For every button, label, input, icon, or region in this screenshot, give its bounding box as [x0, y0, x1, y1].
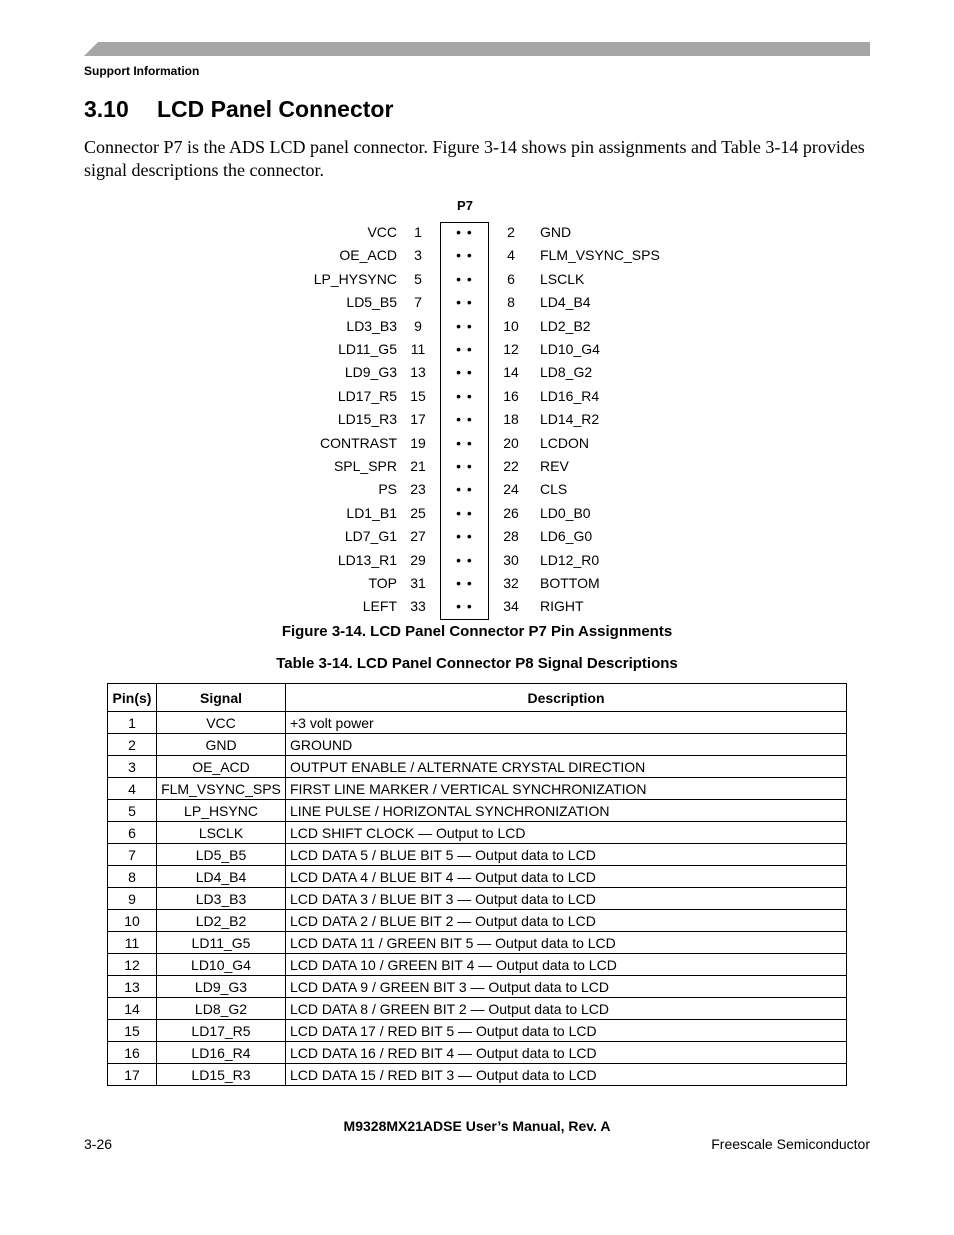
pin-pair-dots: • • [456, 551, 473, 568]
right-signal: LD16_R4 [540, 387, 600, 404]
pin-cell: 10 [108, 910, 157, 932]
pin-cell: 15 [108, 1020, 157, 1042]
table-row [108, 888, 847, 910]
right-signal: LD2_B2 [540, 317, 591, 334]
pin-pair-dots: • • [456, 247, 473, 264]
left-pin-number: 29 [410, 551, 426, 568]
left-signal: CONTRAST [320, 434, 397, 451]
left-signal: TOP [368, 575, 397, 591]
right-pin-number: 22 [503, 458, 519, 474]
right-pin-number: 14 [503, 364, 519, 381]
pin-pair-dots: • • [456, 387, 473, 404]
left-pin-number: 3 [414, 247, 422, 264]
signal-cell: LD16_R4 [157, 1042, 286, 1064]
pin-cell: 8 [108, 866, 157, 888]
signal-cell: LD4_B4 [157, 866, 286, 888]
pin-row [0, 552, 954, 570]
table-row [108, 1020, 847, 1042]
signal-cell: LD17_R5 [157, 1020, 286, 1042]
right-signal: GND [540, 224, 572, 240]
table-row [108, 756, 847, 778]
publisher-name: Freescale Semiconductor [711, 1136, 870, 1152]
right-signal: BOTTOM [540, 575, 600, 591]
left-signal: LD7_G1 [344, 528, 397, 545]
table-row [108, 778, 847, 800]
left-signal: LD1_B1 [346, 504, 397, 521]
pin-cell: 9 [108, 888, 157, 910]
pin-pair-dots: • • [456, 270, 473, 287]
signal-cell: LP_HSYNC [157, 800, 286, 822]
left-signal: LP_HYSYNC [313, 270, 397, 287]
table-row [108, 1042, 847, 1064]
pin-row [0, 528, 954, 546]
signal-cell: LD3_B3 [157, 888, 286, 910]
right-signal: LD0_B0 [540, 504, 591, 521]
pin-pair-dots: • • [456, 504, 473, 521]
table-row [108, 822, 847, 844]
left-signal: LD13_R1 [337, 551, 397, 568]
pin-cell: 2 [108, 734, 157, 756]
pin-row [0, 341, 954, 359]
pin-row [0, 411, 954, 429]
left-signal: LEFT [362, 598, 397, 615]
table-row [108, 712, 847, 734]
section-title [84, 96, 393, 123]
pin-pair-dots: • • [456, 528, 473, 545]
description-cell: OUTPUT ENABLE / ALTERNATE CRYSTAL DIRECTION [286, 756, 847, 778]
description-cell: LCD DATA 17 / RED BIT 5 — Output data to LCD [286, 1020, 847, 1042]
signal-cell: FLM_VSYNC_SPS [157, 778, 286, 800]
right-pin-number: 12 [503, 341, 519, 357]
pin-row [0, 598, 954, 616]
description-cell: LCD DATA 8 / GREEN BIT 2 — Output data to LCD [286, 998, 847, 1020]
left-pin-number: 11 [410, 341, 426, 357]
pin-cell: 14 [108, 998, 157, 1020]
right-signal: FLM_VSYNC_SPS [540, 247, 660, 264]
header-description: Description [286, 684, 847, 712]
description-cell: FIRST LINE MARKER / VERTICAL SYNCHRONIZATION [286, 778, 847, 800]
pin-row [0, 247, 954, 265]
pin-row [0, 294, 954, 312]
table-row [108, 976, 847, 998]
left-pin-number: 19 [410, 434, 426, 451]
left-signal: LD17_R5 [337, 387, 397, 404]
section-label: Support Information [84, 64, 200, 78]
pin-cell: 17 [108, 1064, 157, 1086]
description-cell: LCD DATA 3 / BLUE BIT 3 — Output data to LCD [286, 888, 847, 910]
pin-pair-dots: • • [456, 598, 473, 615]
pin-pair-dots: • • [456, 458, 473, 474]
table-row [108, 1064, 847, 1086]
left-pin-number: 31 [410, 575, 426, 591]
right-pin-number: 32 [503, 575, 519, 591]
signal-cell: LD2_B2 [157, 910, 286, 932]
pin-cell: 11 [108, 932, 157, 954]
table-row [108, 844, 847, 866]
description-cell: LCD DATA 5 / BLUE BIT 5 — Output data to LCD [286, 844, 847, 866]
left-signal: LD15_R3 [337, 411, 397, 428]
signal-cell: VCC [157, 712, 286, 734]
left-signal: LD3_B3 [346, 317, 397, 334]
pin-cell: 4 [108, 778, 157, 800]
signal-cell: LSCLK [157, 822, 286, 844]
pin-row [0, 318, 954, 336]
table-row [108, 954, 847, 976]
signal-cell: LD9_G3 [157, 976, 286, 998]
header-bar [84, 42, 870, 56]
pin-pair-dots: • • [456, 224, 473, 240]
signal-cell: OE_ACD [157, 756, 286, 778]
pin-cell: 16 [108, 1042, 157, 1064]
pin-cell: 6 [108, 822, 157, 844]
pin-cell: 1 [108, 712, 157, 734]
pin-row [0, 575, 954, 593]
right-signal: LD10_G4 [540, 341, 600, 357]
pin-pair-dots: • • [456, 411, 473, 428]
left-signal: LD11_G5 [338, 341, 397, 357]
right-pin-number: 20 [503, 434, 519, 451]
right-pin-number: 30 [503, 551, 519, 568]
left-pin-number: 7 [414, 294, 422, 311]
right-pin-number: 2 [507, 224, 515, 240]
left-signal: OE_ACD [339, 247, 397, 264]
right-signal: LD12_R0 [540, 551, 600, 568]
left-signal: LD5_B5 [346, 294, 397, 311]
right-signal: LCDON [540, 434, 590, 451]
intro-paragraph: Connector P7 is the ADS LCD panel connector. Figure 3-14 shows pin assignments and Table 3-14 provides signal descriptions the connector. [84, 137, 865, 180]
left-pin-number: 9 [414, 317, 422, 334]
pin-pair-dots: • • [456, 317, 473, 334]
figure-caption: Figure 3-14. LCD Panel Connector P7 Pin Assignments [281, 623, 673, 640]
description-cell: GROUND [286, 734, 847, 756]
footer-manual-title: M9328MX21ADSE User’s Manual, Rev. A [343, 1118, 611, 1134]
pin-cell: 13 [108, 976, 157, 998]
description-cell: LCD DATA 11 / GREEN BIT 5 — Output data to LCD [286, 932, 847, 954]
left-signal: SPL_SPR [333, 458, 397, 474]
description-cell: LCD DATA 15 / RED BIT 3 — Output data to LCD [286, 1064, 847, 1086]
right-pin-number: 34 [503, 598, 519, 615]
table-header-row [108, 684, 847, 712]
pin-cell: 12 [108, 954, 157, 976]
signal-cell: LD11_G5 [157, 932, 286, 954]
pin-row [0, 364, 954, 382]
table-row [108, 734, 847, 756]
description-cell: LCD DATA 16 / RED BIT 4 — Output data to LCD [286, 1042, 847, 1064]
pin-row [0, 224, 954, 242]
left-signal: LD9_G3 [344, 364, 397, 381]
pin-row [0, 271, 954, 289]
right-pin-number: 8 [507, 294, 515, 311]
pin-pair-dots: • • [456, 294, 473, 311]
header-signal: Signal [157, 684, 286, 712]
description-cell: LCD DATA 4 / BLUE BIT 4 — Output data to LCD [286, 866, 847, 888]
left-pin-number: 13 [410, 364, 426, 381]
right-pin-number: 18 [503, 411, 519, 428]
right-signal: LSCLK [540, 270, 585, 287]
pin-row [0, 481, 954, 499]
pin-pair-dots: • • [456, 434, 473, 451]
right-pin-number: 16 [503, 387, 519, 404]
pin-row [0, 505, 954, 523]
right-signal: REV [540, 458, 569, 474]
table-row [108, 932, 847, 954]
right-signal: LD4_B4 [540, 294, 591, 311]
right-signal: LD14_R2 [540, 411, 600, 428]
left-pin-number: 15 [410, 387, 426, 404]
table-body [108, 712, 847, 1086]
pin-row [0, 458, 954, 476]
right-pin-number: 28 [503, 528, 519, 545]
signal-cell: LD8_G2 [157, 998, 286, 1020]
description-cell: LCD SHIFT CLOCK — Output to LCD [286, 822, 847, 844]
table-row [108, 998, 847, 1020]
pin-pair-dots: • • [456, 575, 473, 591]
table-row [108, 800, 847, 822]
description-cell: LCD DATA 2 / BLUE BIT 2 — Output data to LCD [286, 910, 847, 932]
description-cell: LCD DATA 9 / GREEN BIT 3 — Output data to LCD [286, 976, 847, 998]
left-signal: PS [378, 481, 397, 498]
header-pins: Pin(s) [108, 684, 157, 712]
pin-pair-dots: • • [456, 481, 473, 498]
pin-pair-dots: • • [456, 364, 473, 381]
page-number: 3-26 [84, 1136, 113, 1152]
pin-cell: 7 [108, 844, 157, 866]
section-title-text: LCD Panel Connector [157, 96, 394, 122]
description-cell: LCD DATA 10 / GREEN BIT 4 — Output data to LCD [286, 954, 847, 976]
pin-cell: 3 [108, 756, 157, 778]
right-signal: LD8_G2 [540, 364, 593, 381]
left-pin-number: 23 [410, 481, 426, 498]
right-pin-number: 26 [503, 504, 519, 521]
description-cell: +3 volt power [286, 712, 847, 734]
right-signal: CLS [540, 481, 568, 498]
left-pin-number: 25 [410, 504, 426, 521]
header-bar-shape [84, 42, 870, 56]
left-pin-number: 5 [414, 270, 422, 287]
left-pin-number: 17 [410, 411, 426, 428]
left-signal: VCC [367, 224, 397, 240]
section-number: 3.10 [84, 96, 129, 122]
right-pin-number: 6 [507, 270, 515, 287]
left-pin-number: 27 [410, 528, 426, 545]
description-cell: LINE PULSE / HORIZONTAL SYNCHRONIZATION [286, 800, 847, 822]
right-signal: LD6_G0 [540, 528, 593, 545]
right-signal: RIGHT [540, 598, 584, 615]
pin-row [0, 435, 954, 453]
table-caption: Table 3-14. LCD Panel Connector P8 Signal Descriptions [276, 655, 678, 672]
signal-description-table [107, 683, 847, 1086]
table-row [108, 910, 847, 932]
connector-label: P7 [457, 198, 473, 213]
signal-cell: LD5_B5 [157, 844, 286, 866]
right-pin-number: 24 [503, 481, 519, 498]
right-pin-number: 10 [503, 317, 519, 334]
signal-cell: LD10_G4 [157, 954, 286, 976]
table-row [108, 866, 847, 888]
pin-cell: 5 [108, 800, 157, 822]
left-pin-number: 21 [410, 458, 426, 474]
signal-cell: GND [157, 734, 286, 756]
right-pin-number: 4 [507, 247, 515, 264]
left-pin-number: 1 [414, 224, 422, 240]
pin-pair-dots: • • [456, 341, 473, 357]
signal-cell: LD15_R3 [157, 1064, 286, 1086]
left-pin-number: 33 [410, 598, 426, 615]
pin-row [0, 388, 954, 406]
